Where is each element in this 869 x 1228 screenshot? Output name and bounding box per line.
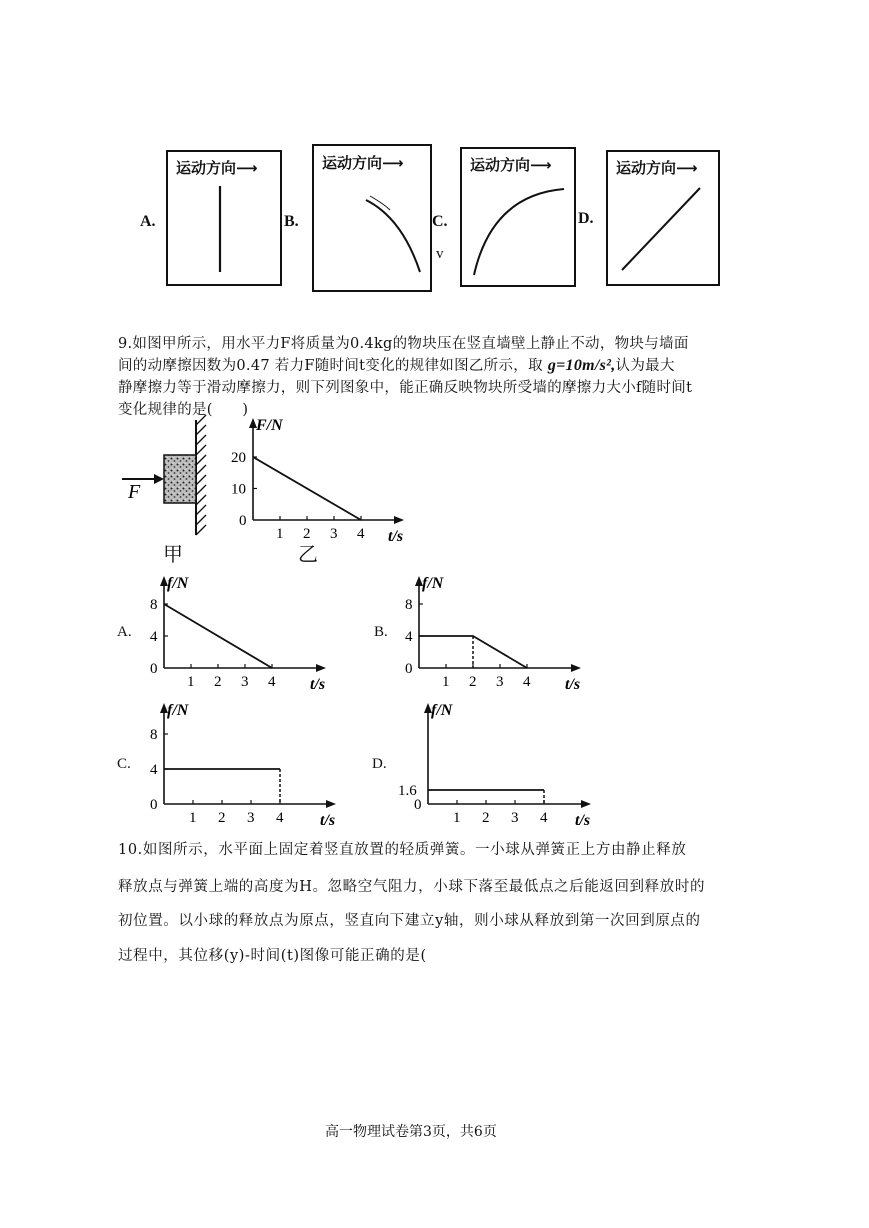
x-axis-arrow-icon — [581, 800, 591, 808]
y-tick-label: 8 — [405, 597, 413, 613]
chart-option-c — [135, 695, 345, 830]
fig-yi-label: 乙 — [298, 542, 318, 566]
y-tick-label: 8 — [150, 597, 158, 613]
x-tick-label: 1 — [453, 810, 461, 826]
x-tick-label: 4 — [268, 674, 276, 690]
q8-option-c-box — [460, 147, 576, 287]
q9-line-2: 间的动摩擦因数为0.47 若力F随时间t变化的规律如图乙所示，取 g=10m/s²,认为最大 — [118, 357, 675, 374]
x-tick-label: 1 — [276, 526, 284, 542]
x-axis-arrow-icon — [394, 516, 404, 524]
x-tick-label: 3 — [511, 810, 519, 826]
y-tick-label: 8 — [150, 727, 158, 743]
q9-line-3: 静摩擦力等于滑动摩擦力，则下列图象中，能正确反映物块所受墙的摩擦力大小f随时间t — [118, 380, 693, 396]
x-tick-label: 4 — [540, 810, 548, 826]
q8-option-a-label: A. — [140, 213, 156, 230]
q9-option-b-label: B. — [374, 624, 388, 640]
q8-option-b-box — [312, 144, 432, 292]
y-tick-label: 0 — [239, 513, 247, 529]
y-tick-label: 4 — [150, 762, 158, 778]
q10-line-4: 过程中，其位移(y)-时间(t)图像可能正确的是( — [118, 948, 427, 964]
block — [164, 455, 196, 503]
x-tick-label: 3 — [330, 526, 338, 542]
force-label: F — [128, 481, 141, 503]
q8-option-a-trajectory — [168, 152, 280, 284]
q8-option-d-box — [606, 150, 720, 286]
x-tick-label: 1 — [189, 810, 197, 826]
x-tick-label: 1 — [442, 674, 450, 690]
x-axis-arrow-icon — [571, 664, 581, 672]
x-axis-label: t/s — [565, 676, 581, 693]
q9-option-d-label: D. — [372, 756, 387, 772]
q8-option-a-box — [166, 150, 282, 286]
x-tick-label: 3 — [247, 810, 255, 826]
y-tick-label: 0 — [405, 661, 413, 677]
x-tick-label: 2 — [469, 674, 477, 690]
x-tick-label: 2 — [303, 526, 311, 542]
x-tick-label: 4 — [276, 810, 284, 826]
y-tick-label: 4 — [405, 629, 413, 645]
y-tick-label: 0 — [414, 797, 422, 813]
y-tick-label: 0 — [150, 661, 158, 677]
right-arrow-icon: ⟶ — [676, 159, 698, 177]
x-tick-label: 2 — [482, 810, 490, 826]
x-tick-label: 4 — [523, 674, 531, 690]
q9-g-expression: g=10m/s², — [547, 357, 616, 374]
page-footer: 高一物理试卷第3页，共6页 — [325, 1124, 497, 1140]
y-axis-label: f/N — [167, 575, 189, 592]
x-tick-label: 2 — [214, 674, 222, 690]
fig-jia-label: 甲 — [163, 542, 183, 566]
q8-option-c-label: C. — [432, 213, 448, 230]
chart-option-b — [390, 570, 585, 695]
q10-line-3: 初位置。以小球的释放点为原点，竖直向下建立y轴，则小球从释放到第一次回到原点的 — [118, 913, 701, 929]
q8-option-b-label: B. — [284, 213, 299, 230]
x-axis-label: t/s — [320, 812, 336, 829]
q8-option-d-trajectory — [608, 152, 718, 284]
y-tick-label: 20 — [231, 450, 246, 466]
y-axis-label: F/N — [256, 417, 283, 434]
y-tick-label: 1.6 — [398, 783, 417, 799]
q8-v-mark: v — [436, 246, 444, 262]
q9-line-1: 9.如图甲所示，用水平力F将质量为0.4kg的物块压在竖直墙壁上静止不动，物块与墙面 — [118, 336, 689, 352]
q9-figure-jia — [110, 415, 230, 545]
q9-option-a-label: A. — [117, 624, 132, 640]
q8-option-c-trajectory — [462, 149, 574, 285]
y-tick-label: 10 — [231, 481, 246, 498]
x-tick-label: 1 — [187, 674, 195, 690]
q9-option-c-label: C. — [117, 756, 131, 772]
x-axis-label: t/s — [575, 812, 591, 829]
q8-option-b-trajectory — [314, 146, 430, 290]
x-axis-label: t/s — [388, 528, 404, 545]
wall — [196, 415, 206, 535]
q8-option-d-label: D. — [578, 210, 594, 227]
y-axis-label: f/N — [167, 702, 189, 719]
right-arrow-icon: ⟶ — [236, 159, 258, 177]
x-tick-label: 4 — [357, 526, 365, 542]
x-axis-arrow-icon — [316, 664, 326, 672]
right-arrow-icon: ⟶ — [382, 154, 404, 172]
q10-line-2: 释放点与弹簧上端的高度为H。忽略空气阻力，小球下落至最低点之后能返回到释放时的 — [118, 879, 706, 895]
chart-yi — [220, 415, 410, 545]
chart-option-d — [390, 695, 600, 830]
q10-line-1: 10.如图所示，水平面上固定着竖直放置的轻质弹簧。一小球从弹簧正上方由静止释放 — [118, 842, 687, 858]
x-axis-label: t/s — [310, 676, 326, 693]
y-tick-label: 0 — [150, 797, 158, 813]
x-tick-label: 3 — [241, 674, 249, 690]
x-axis-arrow-icon — [326, 800, 336, 808]
right-arrow-icon: ⟶ — [530, 156, 552, 174]
x-tick-label: 3 — [496, 674, 504, 690]
q9-line-4: 变化规律的是( ) — [118, 402, 249, 418]
chart-option-a — [135, 570, 330, 695]
q8-option-d-title: 运动方向⟶ — [616, 159, 698, 177]
data-line — [164, 604, 272, 668]
q8-option-b-title: 运动方向⟶ — [322, 154, 404, 172]
data-line — [253, 457, 361, 520]
q8-option-a-title: 运动方向⟶ — [176, 159, 258, 177]
y-axis-label: f/N — [431, 702, 453, 719]
x-tick-label: 2 — [218, 810, 226, 826]
q8-option-c-title: 运动方向⟶ — [470, 156, 552, 174]
y-tick-label: 4 — [150, 629, 158, 645]
y-axis-label: f/N — [422, 575, 444, 592]
